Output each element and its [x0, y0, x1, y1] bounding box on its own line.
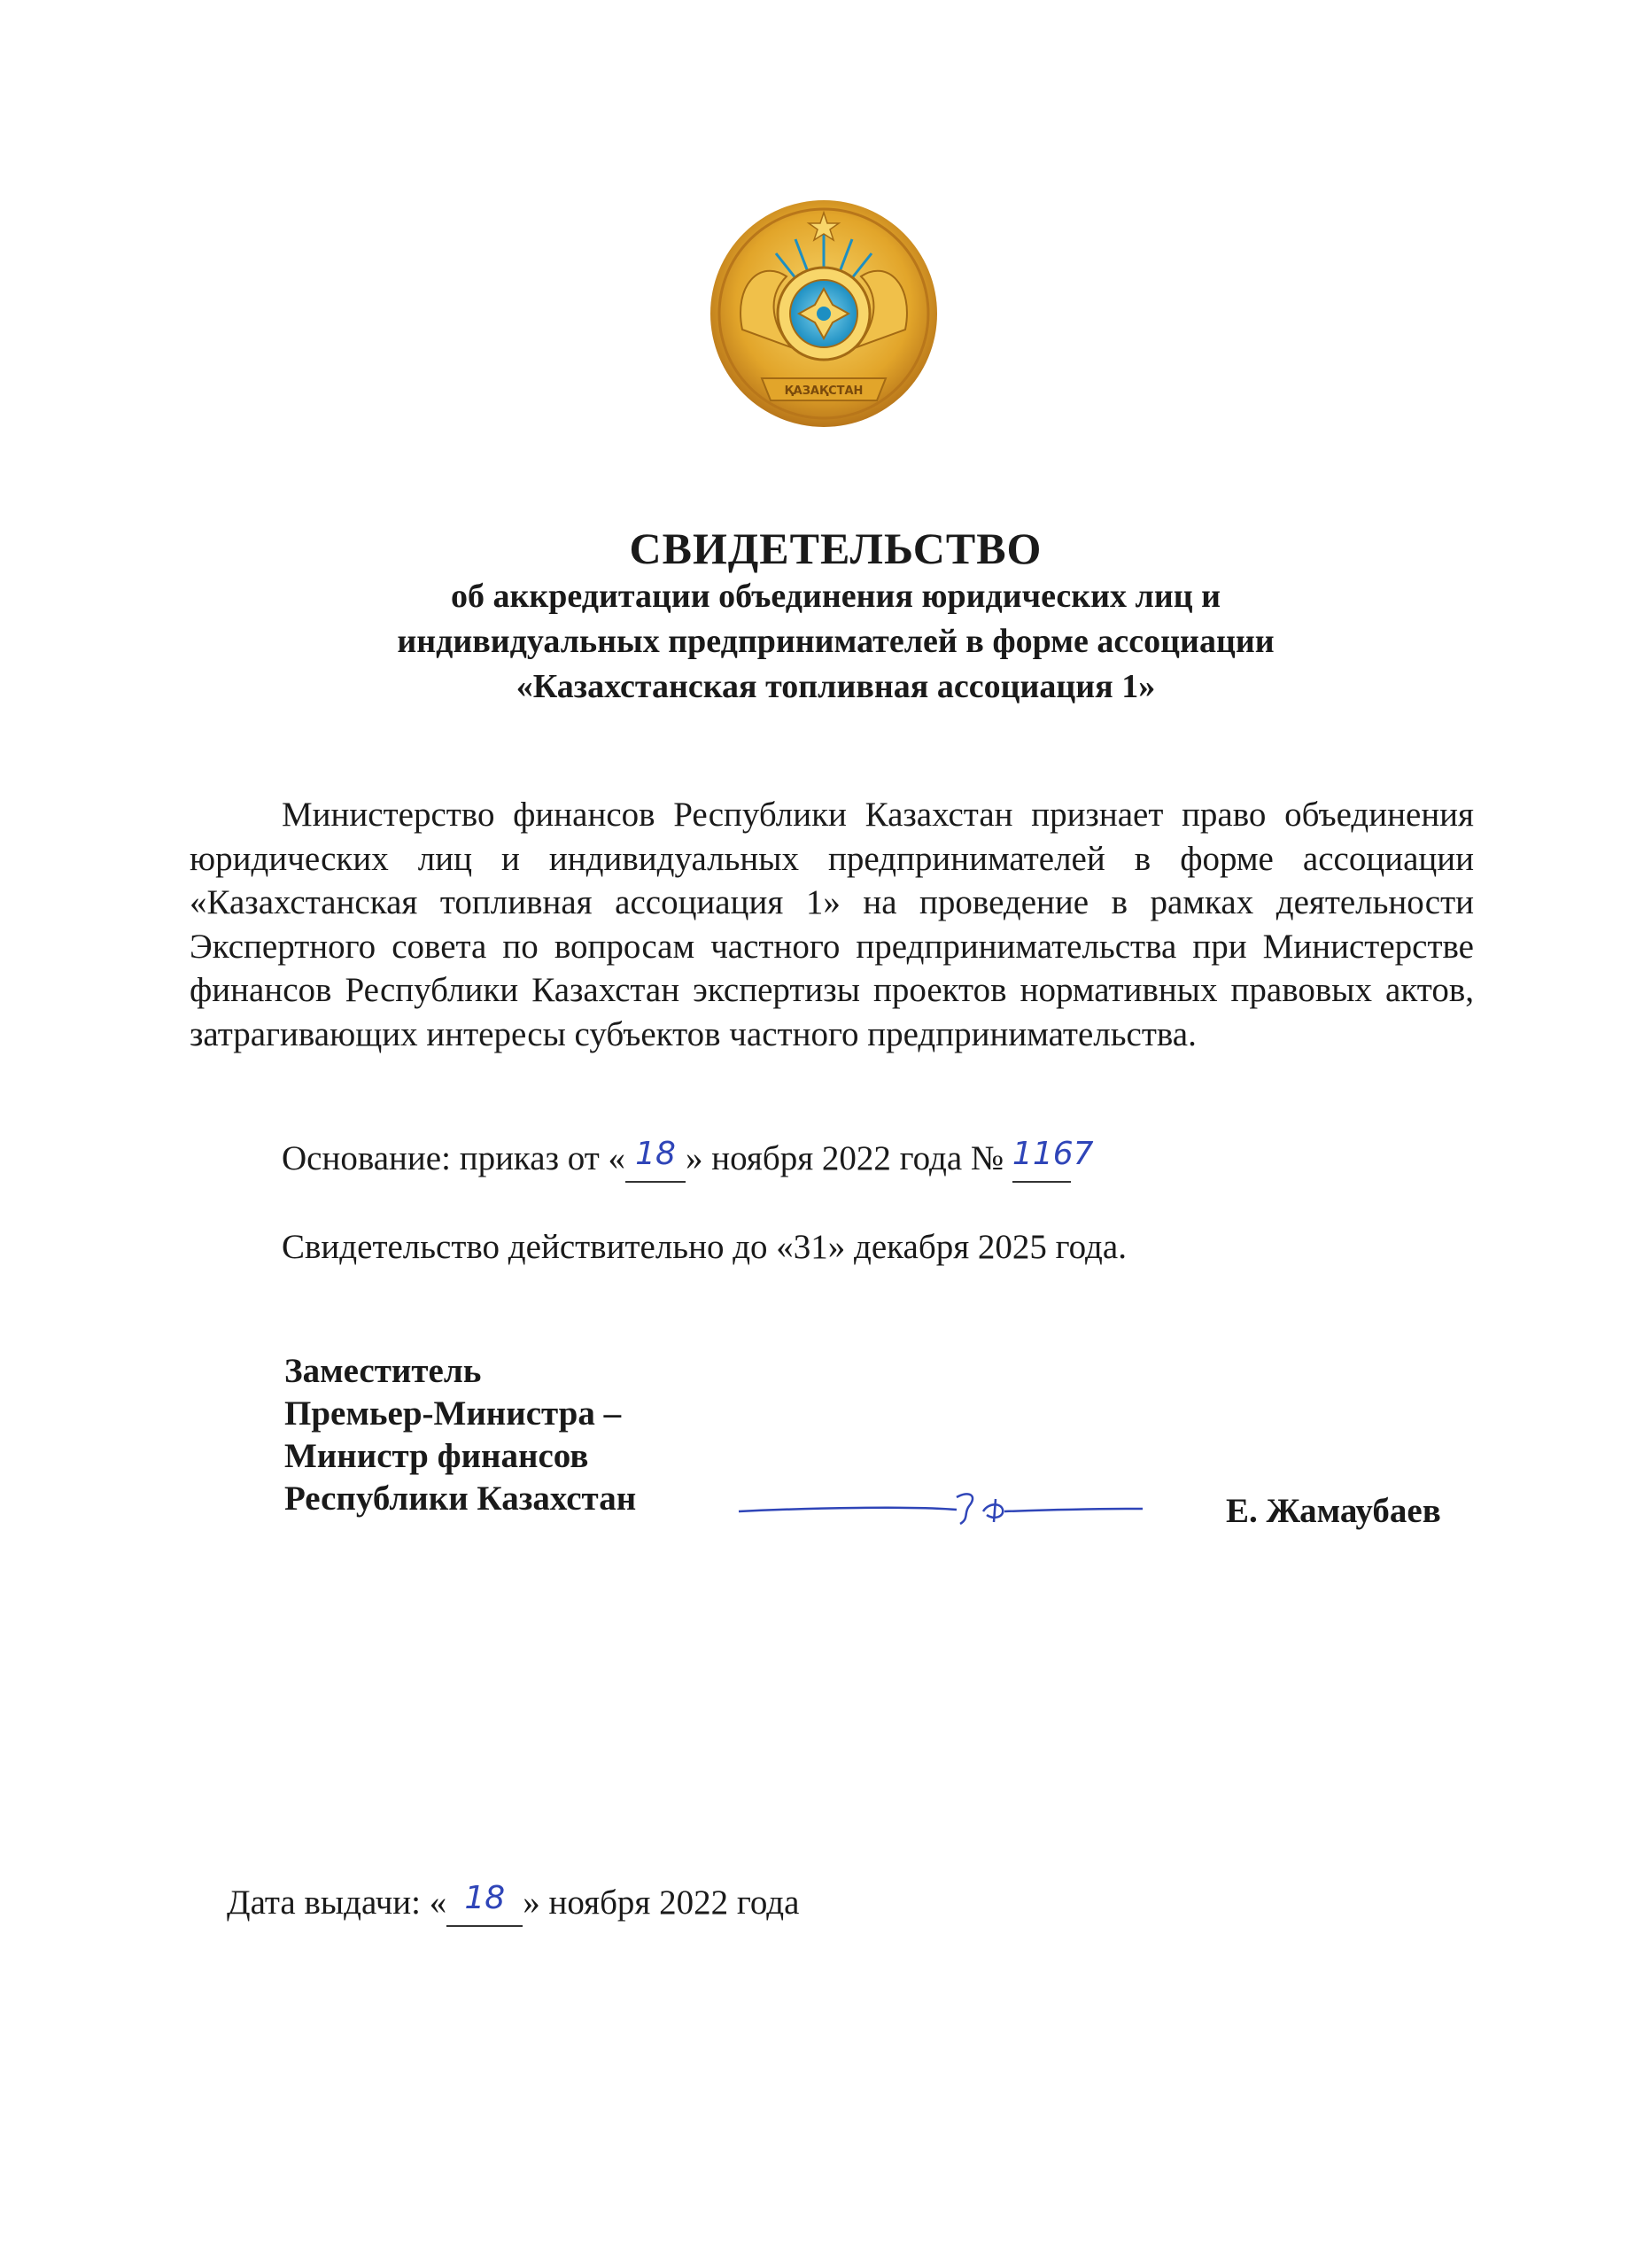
page-title: СВИДЕТЕЛЬСТВО — [629, 524, 1043, 573]
issue-date-line — [227, 1882, 799, 1927]
handwritten-signature — [737, 1480, 1144, 1533]
basis-number-field — [1012, 1136, 1094, 1183]
basis-day-handwritten: 18 — [635, 1136, 676, 1172]
validity-line: Свидетельство действительно до «31» декабря 2025 года. — [282, 1228, 1127, 1266]
emblem-text: ҚАЗАҚСТАН — [784, 384, 864, 398]
body-paragraph: Министерство финансов Республики Казахстан признает право объединения юридических лиц и индивидуальных предпринимателей в форме ассоциации «Казахстанская топливная ассоциация 1» на проведение в рамках деятельности Экспертного совета по вопросам частного предпринимательства при Министерстве финансов Республики Казахстан экспертизы проектов нормативных правовых актов, затрагивающих интересы субъектов частного предпринимательства. — [190, 796, 1474, 1053]
signatory-title-line-2: Премьер-Министра – — [284, 1394, 622, 1433]
subtitle-line-1: об аккредитации объединения юридических лиц и — [450, 578, 1221, 615]
issue-date-prefix: Дата выдачи: « — [227, 1884, 447, 1922]
signatory-name: Е. Жамаубаев — [1226, 1492, 1441, 1530]
basis-middle: » ноября 2022 года № — [686, 1139, 1012, 1177]
subtitle-line-2: индивидуальных предпринимателей в форме ассоциации — [397, 623, 1275, 660]
issue-date-day-handwritten: 18 — [464, 1880, 506, 1916]
issue-date-suffix: » ноября 2022 года — [523, 1884, 800, 1922]
basis-number-handwritten: 1167 — [1012, 1136, 1094, 1172]
signatory-title — [284, 1350, 636, 1520]
issue-date-day-field — [446, 1882, 523, 1927]
state-emblem-icon — [707, 197, 941, 431]
basis-day-field — [625, 1138, 686, 1183]
signatory-title-line-1: Заместитель — [284, 1352, 482, 1390]
signatory-title-line-4: Республики Казахстан — [284, 1480, 637, 1518]
signatory-title-line-3: Министр финансов — [284, 1437, 589, 1475]
title-block — [0, 523, 1636, 710]
subtitle-line-3: «Казахстанская топливная ассоциация 1» — [516, 668, 1156, 705]
basis-prefix: Основание: приказ от « — [282, 1139, 626, 1177]
basis-line — [282, 1136, 1094, 1183]
